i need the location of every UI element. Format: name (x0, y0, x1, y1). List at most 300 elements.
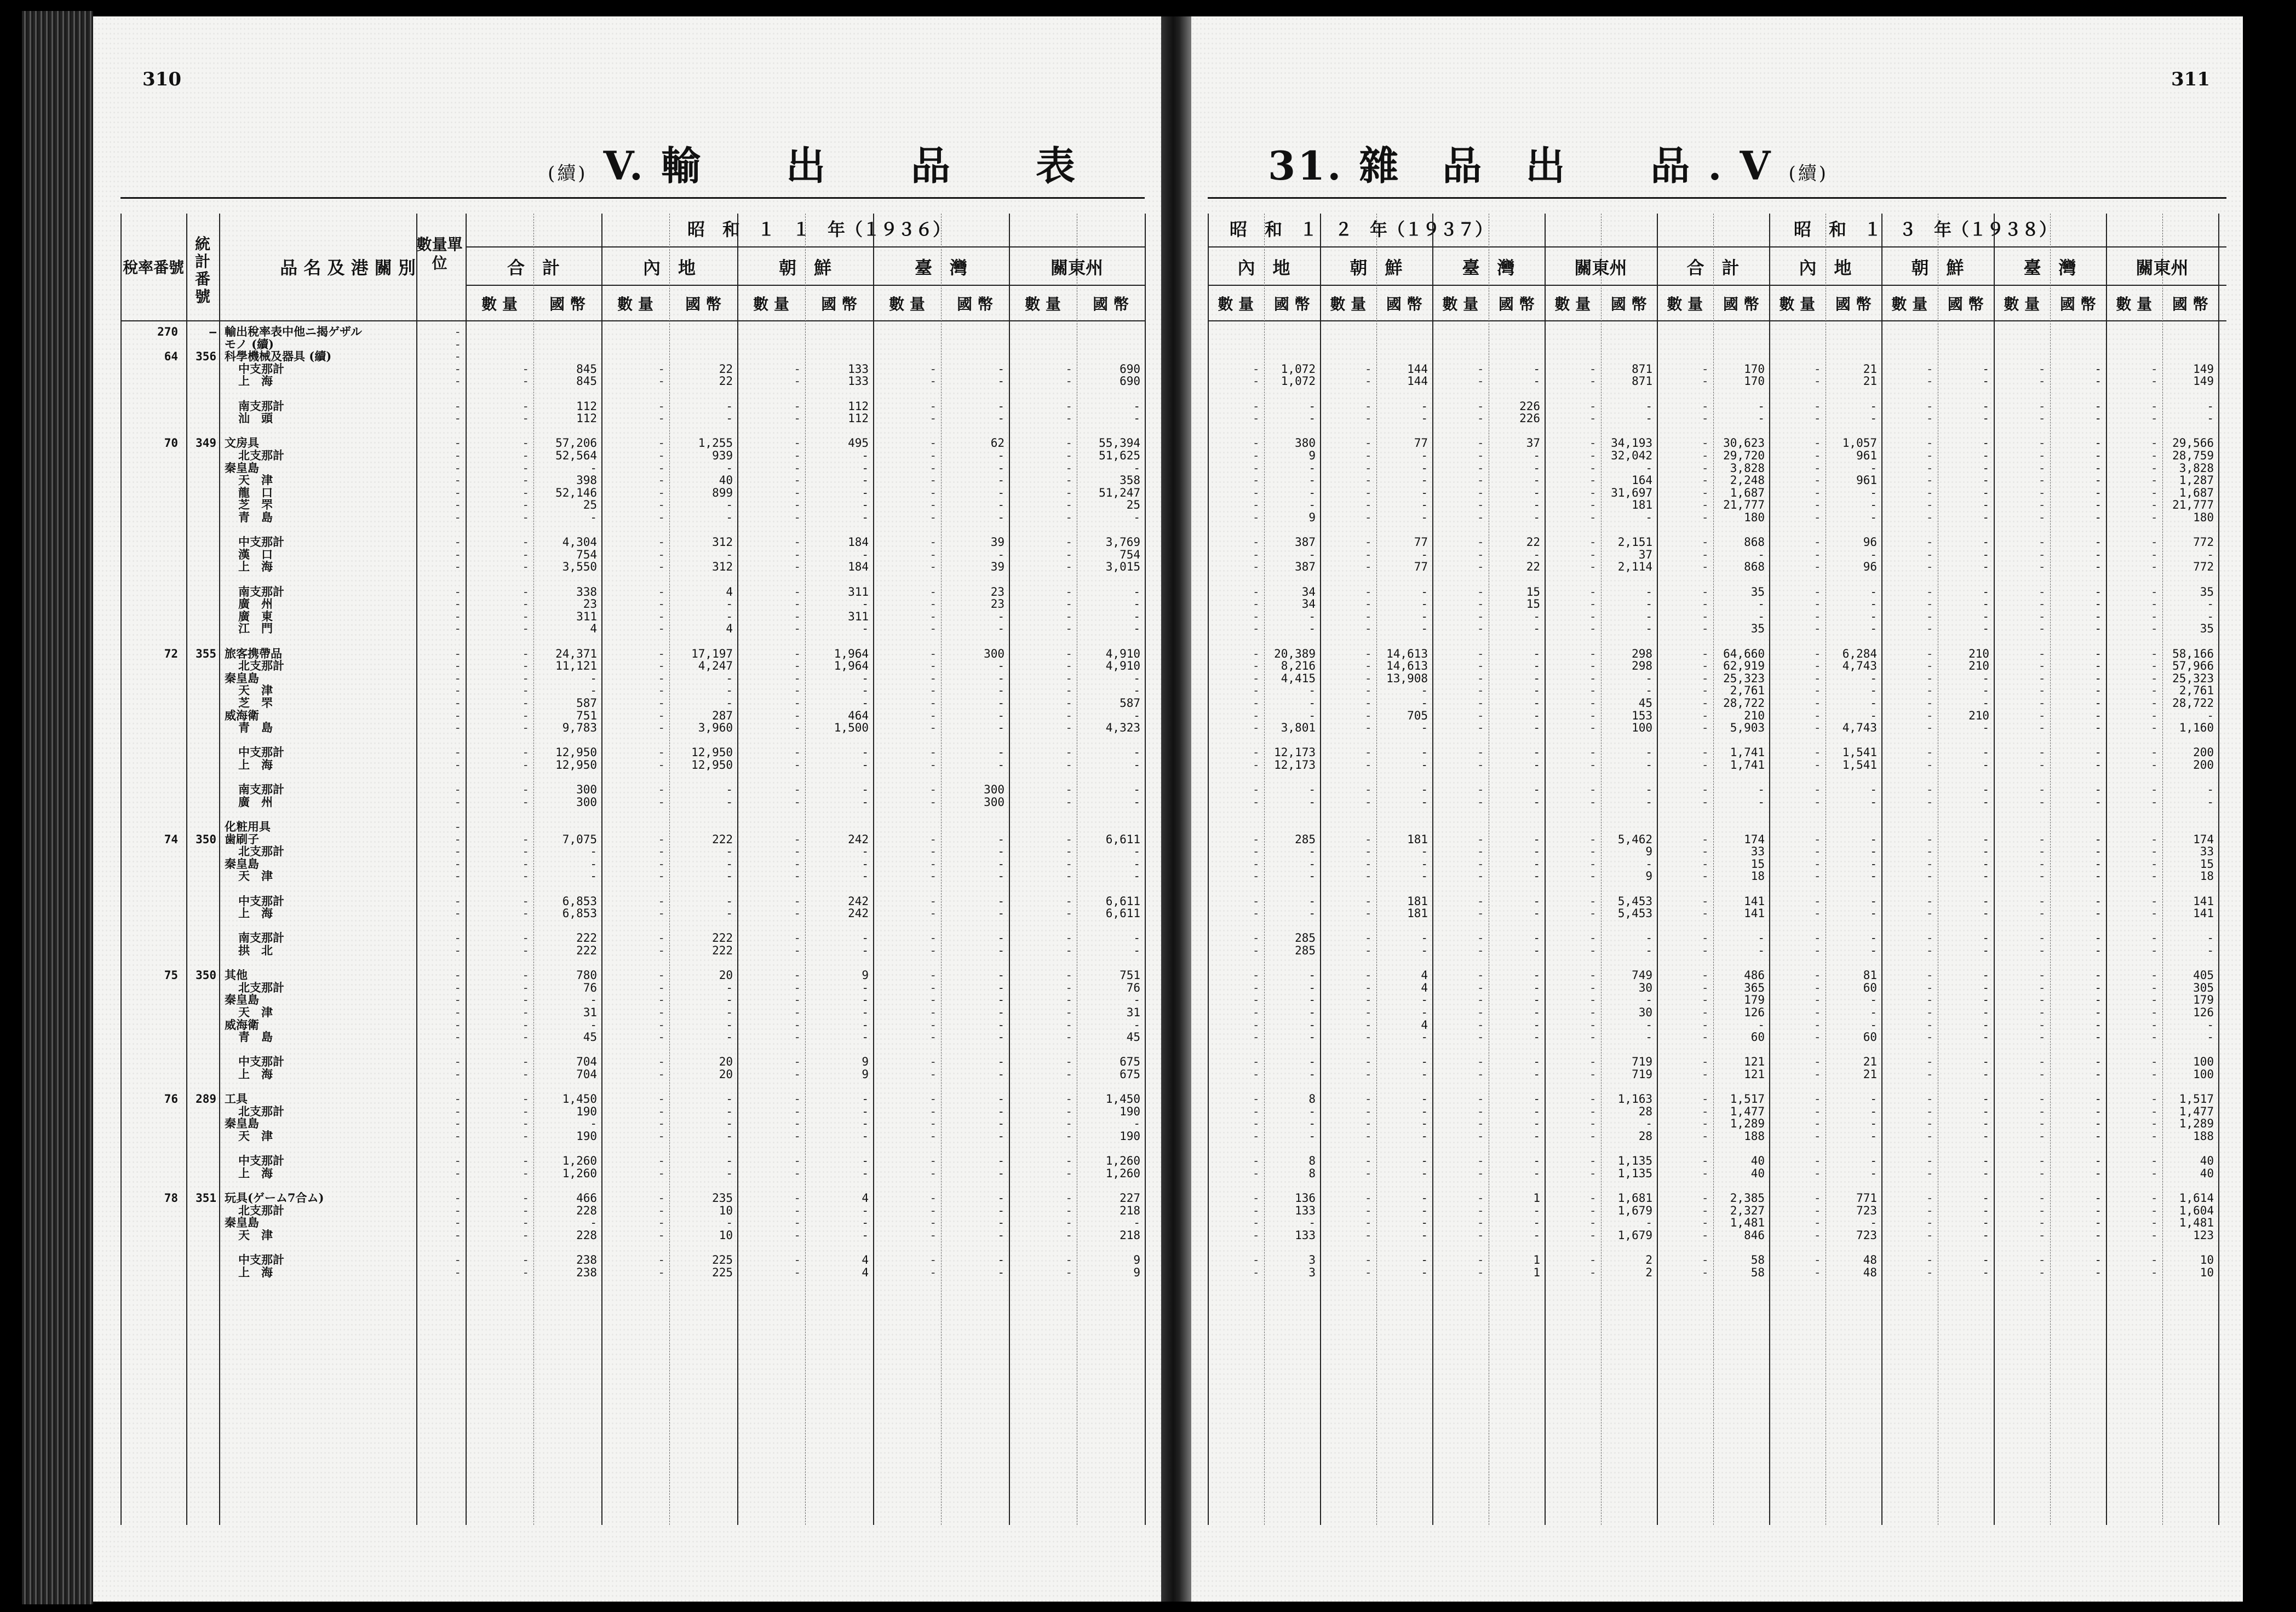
table-row (1191, 722, 2243, 734)
qty-cell: - (1926, 362, 1933, 376)
qty-cell: - (1364, 436, 1372, 450)
value-cell: - (1645, 795, 1652, 809)
value-cell: - (1982, 560, 1989, 574)
value-cell: 31 (1126, 1006, 1140, 1019)
qty-cell: - (658, 1216, 665, 1230)
unit-cell: - (454, 622, 461, 636)
value-cell: 190 (576, 1130, 597, 1143)
value-cell: - (1533, 1006, 1540, 1019)
item-name: 其他 (225, 968, 248, 982)
value-cell: - (1870, 696, 1877, 710)
qty-cell: - (1252, 585, 1260, 598)
value-cell: - (1758, 944, 1765, 957)
qty-cell: - (1477, 783, 1484, 797)
qty-cell: - (1813, 461, 1821, 475)
value-cell: 8,216 (1281, 659, 1316, 673)
qty-cell: - (794, 511, 801, 524)
value-cell: - (726, 1216, 733, 1230)
qty-cell: - (929, 536, 937, 549)
left-sub-qty: 數 量 (481, 295, 518, 313)
value-cell: 2,151 (1617, 536, 1652, 549)
qty-cell: - (2038, 981, 2046, 994)
qty-cell: - (2150, 536, 2158, 549)
unit-cell: - (454, 907, 461, 920)
title-text-left: V. 輸 出 品 表 (603, 142, 1078, 189)
table-row (1191, 945, 2243, 957)
value-cell: - (997, 1006, 1005, 1019)
value-cell: 40 (2200, 1154, 2214, 1168)
value-cell: - (1645, 1018, 1652, 1032)
qty-cell: - (1701, 461, 1709, 475)
qty-cell: - (522, 969, 529, 982)
table-row (1191, 772, 2243, 784)
value-cell: - (1308, 498, 1316, 512)
value-cell: - (997, 375, 1005, 388)
value-cell: 45 (1638, 696, 1652, 710)
unit-cell: - (454, 362, 461, 376)
table-row (93, 784, 1161, 796)
qty-cell: - (2150, 721, 2158, 735)
value-cell: 3,769 (1105, 536, 1140, 549)
qty-cell: - (1589, 1228, 1597, 1242)
value-cell: - (2094, 1265, 2102, 1279)
qty-cell: - (658, 1030, 665, 1044)
qty-cell: - (2038, 1166, 2046, 1180)
header-rule-top-right (1208, 197, 2226, 199)
value-cell: - (862, 1228, 869, 1242)
table-row (1191, 895, 2243, 907)
item-name: 拱 北 (238, 943, 273, 957)
qty-cell: - (1589, 783, 1597, 797)
qty-cell: - (929, 907, 937, 920)
item-name: 北支那計 (238, 448, 284, 462)
qty-cell: - (1589, 981, 1597, 994)
qty-cell: - (1252, 1104, 1260, 1118)
qty-cell: - (2150, 1228, 2158, 1242)
item-name: 上 海 (238, 374, 273, 388)
value-cell: 704 (576, 1068, 597, 1081)
qty-cell (1145, 746, 1161, 758)
value-cell: - (1645, 783, 1652, 797)
value-cell: - (1870, 907, 1877, 920)
qty-cell: - (2038, 894, 2046, 908)
value-cell: - (2207, 783, 2214, 797)
qty-cell: - (794, 1191, 801, 1205)
qty-cell: - (1589, 709, 1597, 722)
unit-cell: - (454, 1154, 461, 1168)
value-cell: 4 (1421, 1018, 1428, 1032)
qty-cell: - (1477, 548, 1484, 561)
value-cell: 225 (712, 1265, 733, 1279)
value-cell: - (726, 981, 733, 994)
header-rule-mid-right (1208, 246, 2226, 247)
qty-cell: - (794, 548, 801, 561)
value-cell: - (997, 498, 1005, 512)
qty-cell: - (2038, 436, 2046, 450)
qty-cell: - (1813, 647, 1821, 660)
qty-cell: - (1364, 511, 1372, 524)
qty-cell: - (1252, 597, 1260, 611)
value-cell: - (1533, 511, 1540, 524)
qty-cell: - (522, 709, 529, 722)
value-cell: - (1421, 609, 1428, 623)
value-cell: - (1308, 845, 1316, 859)
qty-cell: - (1477, 1191, 1484, 1205)
qty-cell: - (1701, 1204, 1709, 1217)
qty-cell: - (1252, 894, 1260, 908)
qty-cell: - (929, 696, 937, 710)
qty-cell: - (1589, 969, 1597, 982)
right-group-header: 合 計 (1686, 257, 1740, 278)
value-cell: - (1421, 1055, 1428, 1069)
qty-cell: - (1252, 647, 1260, 660)
qty-cell: - (2038, 1191, 2046, 1205)
qty-cell: - (1701, 560, 1709, 574)
qty-cell: - (1813, 536, 1821, 549)
qty-cell: - (2038, 845, 2046, 859)
value-cell: - (726, 1092, 733, 1106)
qty-cell: - (2150, 832, 2158, 846)
qty-cell: - (2038, 1117, 2046, 1131)
table-row (93, 833, 1161, 845)
value-cell: 181 (1407, 907, 1428, 920)
qty-cell: - (658, 1092, 665, 1106)
qty-cell: - (1252, 671, 1260, 685)
value-cell: - (1308, 894, 1316, 908)
qty-cell (1145, 845, 1161, 857)
item-name: 威海衛 (225, 708, 259, 722)
qty-cell: - (794, 1006, 801, 1019)
qty-cell: - (1589, 1055, 1597, 1069)
value-cell: - (2094, 486, 2102, 499)
value-cell: - (997, 870, 1005, 883)
qty-cell: - (658, 1265, 665, 1279)
value-cell: - (2094, 1092, 2102, 1106)
value-cell: - (1133, 845, 1140, 859)
qty-cell (1145, 598, 1161, 610)
qty-cell: - (1252, 486, 1260, 499)
qty-cell: - (1065, 870, 1072, 883)
value-cell: - (2094, 1068, 2102, 1081)
unit-cell: - (454, 1006, 461, 1019)
table-row (93, 945, 1161, 957)
value-cell: 15 (1526, 585, 1540, 598)
value-cell: 77 (1414, 436, 1428, 450)
qty-cell: - (1701, 931, 1709, 945)
value-cell: - (2094, 931, 2102, 945)
value-cell: - (1870, 1006, 1877, 1019)
qty-cell: - (1065, 412, 1072, 425)
value-cell: 9 (1133, 1253, 1140, 1266)
qty-cell: - (794, 907, 801, 920)
value-cell: 242 (848, 832, 869, 846)
value-cell: 9 (1645, 870, 1652, 883)
qty-cell: - (2150, 1166, 2158, 1180)
qty-cell: - (929, 981, 937, 994)
value-cell: - (1982, 981, 1989, 994)
qty-cell: - (929, 783, 937, 797)
item-name: 中支那計 (238, 745, 284, 759)
value-cell: 28,722 (1723, 696, 1765, 710)
qty-cell: - (1252, 548, 1260, 561)
table-row (1191, 338, 2243, 350)
qty-cell: - (522, 1117, 529, 1131)
value-cell: 1,163 (1617, 1092, 1652, 1106)
qty-cell: - (1065, 362, 1072, 376)
qty-cell: - (794, 1228, 801, 1242)
qty-cell: - (1813, 1006, 1821, 1019)
qty-cell: - (1813, 684, 1821, 698)
value-cell: - (862, 857, 869, 871)
value-cell: 486 (1744, 969, 1765, 982)
value-cell: - (1533, 375, 1540, 388)
value-cell: - (1308, 969, 1316, 982)
value-cell: - (2207, 609, 2214, 623)
qty-cell: - (1926, 585, 1933, 598)
value-cell: 1,255 (698, 436, 733, 450)
qty-cell (1145, 945, 1161, 957)
value-cell: 5,462 (1617, 832, 1652, 846)
qty-cell: - (929, 721, 937, 735)
value-cell: 22 (719, 375, 733, 388)
value-cell: - (2094, 832, 2102, 846)
value-cell: - (726, 1104, 733, 1118)
value-cell: - (1758, 783, 1765, 797)
value-cell: - (1533, 1030, 1540, 1044)
value-cell: - (1982, 944, 1989, 957)
qty-cell: - (1364, 474, 1372, 487)
value-cell: - (1982, 758, 1989, 772)
value-cell: - (1421, 449, 1428, 462)
value-cell: - (862, 1030, 869, 1044)
value-cell: - (1533, 1154, 1540, 1168)
value-cell: - (862, 795, 869, 809)
value-cell: 58 (1750, 1265, 1765, 1279)
qty-cell: - (1252, 1030, 1260, 1044)
value-cell: - (726, 857, 733, 871)
qty-cell: - (2150, 560, 2158, 574)
qty-cell: - (1701, 585, 1709, 598)
item-name: 南支那計 (238, 931, 284, 945)
qty-cell: - (1477, 597, 1484, 611)
value-cell: 8 (1308, 1154, 1316, 1168)
value-cell: 1,687 (2179, 486, 2214, 499)
value-cell: 719 (1632, 1055, 1652, 1069)
right-sub-val: 國 幣 (1498, 295, 1535, 313)
value-cell: 3,015 (1105, 560, 1140, 574)
value-cell: 4 (862, 1191, 869, 1205)
value-cell: 387 (1295, 560, 1316, 574)
qty-cell: - (1813, 1104, 1821, 1118)
value-cell: - (1308, 1018, 1316, 1032)
qty-cell: - (929, 1130, 937, 1143)
qty-cell (1145, 784, 1161, 796)
value-cell: - (862, 931, 869, 945)
qty-cell: - (1477, 1117, 1484, 1131)
qty-cell: - (929, 1030, 937, 1044)
value-cell: 3,550 (562, 560, 597, 574)
qty-cell: - (1926, 993, 1933, 1007)
qty-cell: - (929, 1228, 937, 1242)
value-cell: - (1982, 783, 1989, 797)
table-row (93, 746, 1161, 758)
qty-cell: - (1364, 1117, 1372, 1131)
qty-cell: - (1477, 721, 1484, 735)
value-cell: - (1533, 696, 1540, 710)
value-cell: 3,828 (1730, 461, 1765, 475)
qty-cell: - (1589, 1092, 1597, 1106)
qty-cell: - (1477, 1265, 1484, 1279)
value-cell: - (1982, 1166, 1989, 1180)
value-cell: - (1645, 412, 1652, 425)
value-cell: - (997, 907, 1005, 920)
qty-cell: - (1364, 1204, 1372, 1217)
qty-cell: - (658, 832, 665, 846)
table-row (1191, 1044, 2243, 1056)
right-sub-qty: 數 量 (1330, 295, 1367, 313)
qty-cell (1145, 412, 1161, 424)
value-cell: 2,248 (1730, 474, 1765, 487)
value-cell: - (862, 746, 869, 759)
value-cell: - (997, 944, 1005, 957)
qty-cell: - (1813, 399, 1821, 413)
left-sub-val: 國 幣 (549, 295, 586, 313)
item-name: 中支那計 (238, 535, 284, 549)
qty-cell (1145, 648, 1161, 660)
table-row (1191, 425, 2243, 437)
value-cell: - (1133, 622, 1140, 636)
qty-cell: - (1701, 758, 1709, 772)
stat-code: 351 (196, 1191, 216, 1205)
value-cell: 28 (1638, 1104, 1652, 1118)
qty-cell: - (522, 870, 529, 883)
qty-cell (1145, 474, 1161, 486)
qty-cell: - (658, 1204, 665, 1217)
qty-cell: - (1813, 1204, 1821, 1217)
stat-code: 349 (196, 436, 216, 450)
table-row (93, 684, 1161, 696)
value-cell: - (997, 1265, 1005, 1279)
qty-cell: - (1065, 1092, 1072, 1106)
value-cell: 100 (2193, 1068, 2214, 1081)
value-cell: - (997, 622, 1005, 636)
value-cell: 57,966 (2172, 659, 2214, 673)
qty-cell: - (658, 461, 665, 475)
table-row (93, 1217, 1161, 1229)
qty-cell: - (1926, 907, 1933, 920)
table-row (93, 623, 1161, 635)
unit-cell: - (454, 1216, 461, 1230)
table-row (1191, 1143, 2243, 1155)
value-cell: 2,761 (1730, 684, 1765, 698)
qty-cell: - (1813, 746, 1821, 759)
qty-cell: - (1364, 412, 1372, 425)
qty-cell: - (1477, 1204, 1484, 1217)
qty-cell: - (1701, 1191, 1709, 1205)
qty-cell: - (1926, 622, 1933, 636)
value-cell: - (997, 1191, 1005, 1205)
qty-cell: - (1364, 461, 1372, 475)
value-cell: 751 (1120, 969, 1140, 982)
qty-cell: - (1364, 609, 1372, 623)
value-cell: 2,327 (1730, 1204, 1765, 1217)
qty-cell: - (1364, 721, 1372, 735)
value-cell: - (1982, 1130, 1989, 1143)
qty-cell: - (522, 1228, 529, 1242)
value-cell: - (1421, 1104, 1428, 1118)
value-cell: - (1421, 1265, 1428, 1279)
value-cell: - (590, 1216, 597, 1230)
qty-cell: - (929, 1092, 937, 1106)
value-cell: - (726, 461, 733, 475)
table-row (93, 808, 1161, 820)
qty-cell: - (1065, 659, 1072, 673)
qty-cell: - (522, 498, 529, 512)
value-cell: - (1533, 857, 1540, 871)
value-cell: - (2207, 1018, 2214, 1032)
qty-cell: - (1477, 585, 1484, 598)
value-cell: 21 (1863, 1055, 1877, 1069)
value-cell: - (2094, 993, 2102, 1007)
qty-cell: - (1364, 671, 1372, 685)
qty-cell: - (1701, 832, 1709, 846)
qty-cell: - (1252, 758, 1260, 772)
unit-cell: - (454, 1104, 461, 1118)
qty-cell: - (1065, 944, 1072, 957)
value-cell: - (2094, 696, 2102, 710)
qty-cell: - (1589, 1130, 1597, 1143)
qty-cell: - (658, 1166, 665, 1180)
qty-cell: - (1701, 1092, 1709, 1106)
value-cell: 1,517 (1730, 1092, 1765, 1106)
qty-cell: - (929, 1191, 937, 1205)
value-cell: - (1308, 993, 1316, 1007)
table-row (1191, 586, 2243, 598)
qty-cell: - (658, 609, 665, 623)
value-cell: - (2094, 1104, 2102, 1118)
table-row (1191, 1093, 2243, 1105)
unit-cell: - (454, 325, 461, 338)
qty-cell: - (1065, 1166, 1072, 1180)
qty-cell: - (794, 1030, 801, 1044)
qty-cell: - (1065, 548, 1072, 561)
value-cell: - (1308, 907, 1316, 920)
table-row (93, 635, 1161, 647)
qty-cell: - (1701, 474, 1709, 487)
table-row (93, 1241, 1161, 1253)
qty-cell: - (1701, 671, 1709, 685)
qty-cell: - (1252, 1216, 1260, 1230)
qty-cell: - (794, 671, 801, 685)
value-cell: - (862, 845, 869, 859)
qty-cell: - (1813, 907, 1821, 920)
value-cell: 300 (576, 783, 597, 797)
qty-cell: - (658, 746, 665, 759)
qty-cell: - (1589, 1030, 1597, 1044)
qty-cell: - (1477, 1068, 1484, 1081)
value-cell: 2,761 (2179, 684, 2214, 698)
value-cell: - (1870, 609, 1877, 623)
qty-cell: - (1065, 696, 1072, 710)
qty-cell: - (1926, 857, 1933, 871)
value-cell: 5,453 (1617, 894, 1652, 908)
value-cell: - (1533, 981, 1540, 994)
qty-cell: - (794, 375, 801, 388)
qty-cell: - (929, 474, 937, 487)
value-cell: - (862, 944, 869, 957)
item-name: 秦皇島 (225, 1216, 259, 1230)
qty-cell: - (658, 1104, 665, 1118)
